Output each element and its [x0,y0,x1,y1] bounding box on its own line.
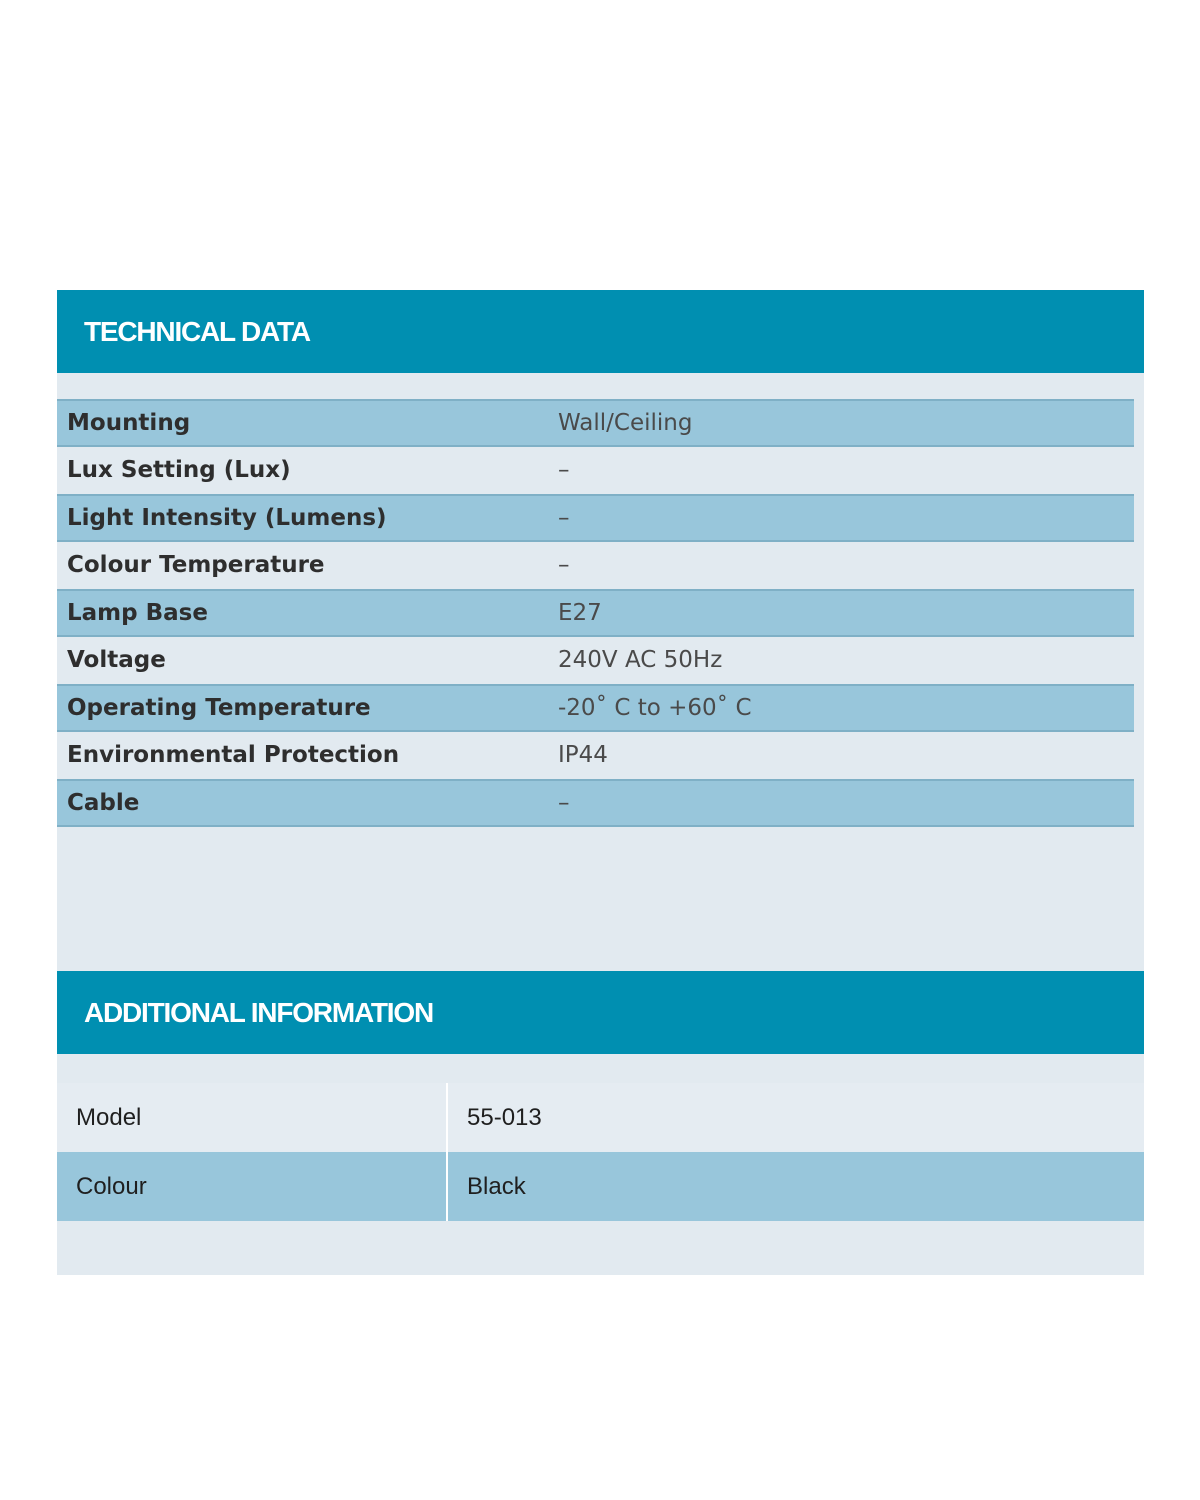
additional-information-table [57,1083,1144,1221]
spec-label: Mounting [67,409,191,436]
spec-label: Voltage [67,647,166,674]
spec-row-light-intensity [57,494,1134,542]
spec-label: Colour Temperature [67,552,325,579]
additional-information-header [57,971,1144,1054]
spec-value: – [558,457,570,484]
info-label: Model [57,1083,448,1152]
spec-value: – [558,552,570,579]
spec-label: Cable [67,789,140,816]
spec-row-mounting [57,399,1134,447]
spec-row-cable [57,779,1134,827]
spec-value: Wall/Ceiling [558,409,693,436]
additional-information-panel [57,971,1144,1275]
technical-data-table [57,399,1134,827]
info-value: Black [467,1172,526,1200]
spec-label: Operating Temperature [67,694,371,721]
spec-row-voltage [57,637,1134,685]
spec-value: -20˚ C to +60˚ C [558,694,752,721]
technical-data-panel [57,290,1144,971]
spec-value: – [558,789,570,816]
spec-value: – [558,504,570,531]
spec-row-lux-setting [57,447,1134,495]
additional-information-title: ADDITIONAL INFORMATION [84,996,433,1028]
spec-label: Environmental Protection [67,742,400,769]
spec-value: E27 [558,599,602,626]
spec-row-operating-temperature [57,684,1134,732]
spec-label: Lamp Base [67,599,208,626]
technical-data-title: TECHNICAL DATA [84,315,310,347]
spec-row-colour-temperature [57,542,1134,590]
spec-row-lamp-base [57,589,1134,637]
info-row-colour [57,1152,1144,1221]
info-value: 55-013 [467,1103,542,1131]
spec-label: Light Intensity (Lumens) [67,504,387,531]
spec-value: IP44 [558,742,608,769]
technical-data-header [57,290,1144,373]
spec-row-environmental-protection [57,732,1134,780]
info-row-model [57,1083,1144,1152]
spec-label: Lux Setting (Lux) [67,457,291,484]
spec-value: 240V AC 50Hz [558,647,723,674]
info-label: Colour [57,1152,448,1221]
